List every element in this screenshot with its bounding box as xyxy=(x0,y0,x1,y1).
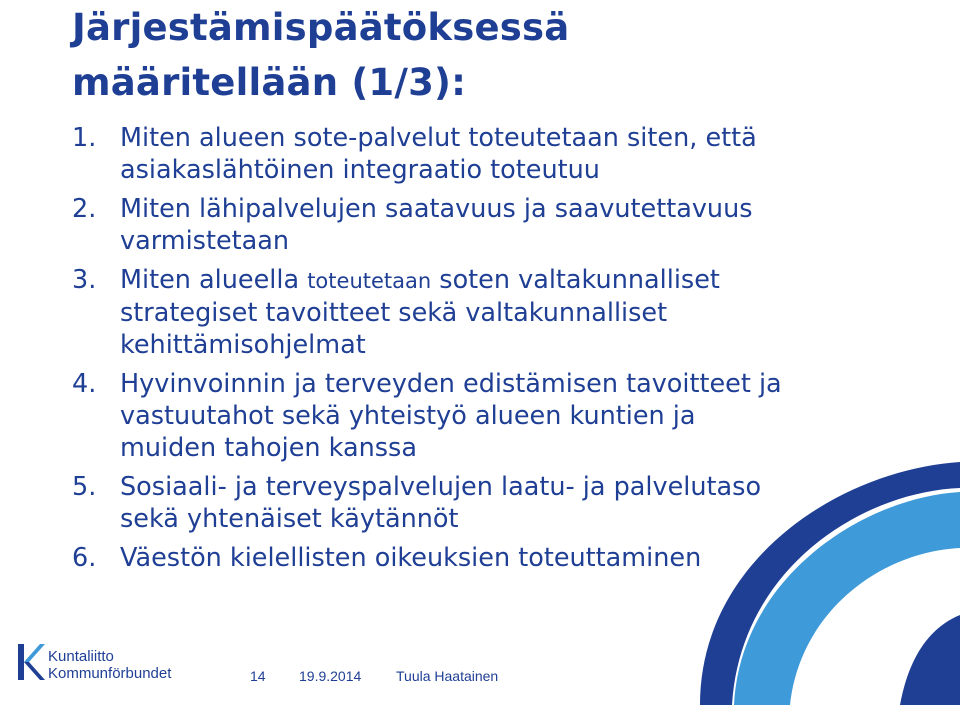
list-item-1 xyxy=(72,122,932,186)
list-item-5 xyxy=(72,471,932,535)
list-item-text-line: varmistetaan xyxy=(120,226,290,256)
list-item-2 xyxy=(72,193,932,257)
list-item-text-line: kehittämisohjelmat xyxy=(120,330,366,360)
list-item-text-line: asiakaslähtöinen integraatio toteutuu xyxy=(120,155,600,185)
logo-line-1: Kuntaliitto xyxy=(48,648,114,665)
list-item-text-line: Väestön kielellisten oikeuksien toteuttaminen xyxy=(120,543,702,573)
list-item-text-line: vastuutahot sekä yhteistyö alueen kuntien ja xyxy=(120,401,696,431)
footer-date: 19.9.2014 xyxy=(299,668,362,684)
logo-wordmark xyxy=(48,648,171,682)
list-item-3 xyxy=(72,264,932,361)
list-item-6 xyxy=(72,542,932,574)
title-line-2: määritellään (1/3): xyxy=(72,61,467,104)
list-item-number: 3. xyxy=(72,265,97,295)
list-item-text-small: toteutetaan xyxy=(307,269,432,293)
logo-line-2: Kommunförbundet xyxy=(48,665,172,682)
numbered-list xyxy=(72,122,932,574)
kuntaliitto-logo-icon xyxy=(16,640,46,686)
list-item-text-line: Sosiaali- ja terveyspalvelujen laatu- ja palvelutaso xyxy=(120,472,762,502)
list-item-number: 2. xyxy=(72,194,97,224)
list-item-text-line: Miten alueen sote-palvelut toteutetaan siten, että xyxy=(120,123,757,153)
list-item-text-line: Miten lähipalvelujen saatavuus ja saavutettavuus xyxy=(120,194,753,224)
slide-title xyxy=(72,0,912,110)
list-item-text-part: soten valtakunnalliset xyxy=(431,265,720,295)
list-item-text-part: Miten alueella xyxy=(120,265,308,295)
list-item-number: 5. xyxy=(72,472,97,502)
list-item-number: 4. xyxy=(72,369,97,399)
footer-page-number: 14 xyxy=(250,668,266,684)
list-item-4 xyxy=(72,368,932,464)
list-item-text-line: Hyvinvoinnin ja terveyden edistämisen tavoitteet ja xyxy=(120,369,782,399)
list-item-text-line: muiden tahojen kanssa xyxy=(120,433,417,463)
list-item-number: 1. xyxy=(72,123,97,153)
list-item-text-line: strategiset tavoitteet sekä valtakunnalliset xyxy=(120,298,668,328)
list-item-text-line: sekä yhtenäiset käytännöt xyxy=(120,504,459,534)
footer-author: Tuula Haatainen xyxy=(396,668,499,684)
title-line-1: Järjestämispäätöksessä xyxy=(72,6,570,49)
list-item-number: 6. xyxy=(72,543,97,573)
